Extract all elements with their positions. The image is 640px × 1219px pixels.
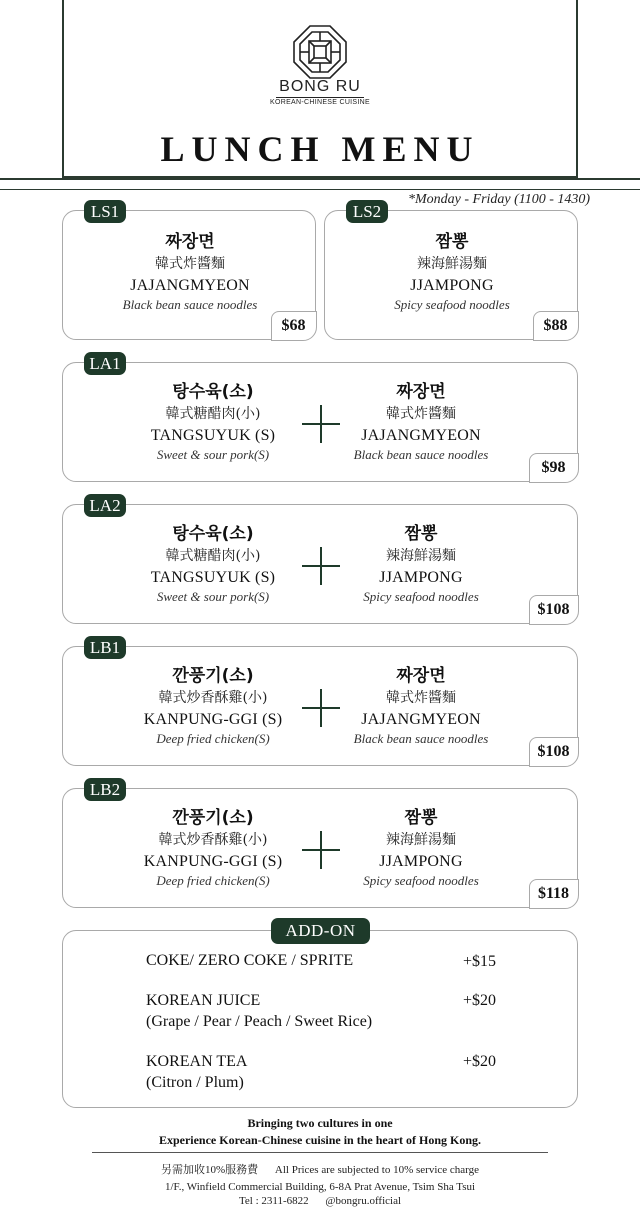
dish-kanpunggi	[123, 807, 303, 889]
dish-korean-name: 깐풍기(소)	[172, 808, 254, 828]
service-charge-note	[0, 1161, 640, 1177]
dish-korean-name: 깐풍기(소)	[172, 666, 254, 686]
dish-description: Sweet & sour pork(S)	[156, 447, 270, 462]
set-tag-la1: LA1	[84, 352, 126, 375]
dish-description: Spicy seafood noodles	[394, 297, 510, 312]
set-card-ls1	[62, 210, 316, 340]
dish-jajangmyeon	[63, 231, 317, 313]
set-price: $68	[271, 311, 317, 341]
dish-jjampong	[325, 231, 579, 313]
set-tag-lb1: LB1	[84, 636, 126, 659]
dish-chinese-name: 辣海鮮湯麵	[417, 256, 487, 272]
addon-price: +$20	[463, 1053, 497, 1070]
dish-jajangmyeon	[333, 665, 509, 747]
social-handle: @bongru.official	[325, 1195, 402, 1207]
telephone: Tel : 2311-6822	[238, 1195, 309, 1207]
dish-english-name: JAJANGMYEON	[361, 711, 481, 728]
dish-english-name: JAJANGMYEON	[361, 427, 481, 444]
addon-item-korean-juice	[146, 990, 372, 1032]
dish-korean-name: 짜장면	[396, 382, 446, 402]
set-tag-la2: LA2	[84, 494, 126, 517]
dish-chinese-name: 韓式炒香酥雞(小)	[158, 690, 268, 706]
set-price: $98	[529, 453, 579, 483]
dish-tangsuyuk	[123, 381, 303, 463]
footer-divider	[92, 1152, 548, 1153]
header-divider	[0, 178, 640, 180]
addon-price: +$15	[463, 953, 497, 970]
dish-description: Black bean sauce noodles	[353, 731, 489, 746]
dish-english-name: JJAMPONG	[379, 853, 463, 870]
brand-rule	[276, 97, 364, 98]
addon-price: +$20	[463, 992, 497, 1009]
dish-chinese-name: 韓式糖醋肉(小)	[165, 406, 261, 422]
addon-item-name: KOREAN TEA	[146, 1053, 248, 1070]
bong-ru-logo-icon	[292, 24, 348, 80]
footer-tagline-2: Experience Korean-Chinese cuisine in the heart of Hong Kong.	[158, 1133, 482, 1147]
dish-english-name: KANPUNG-GGI (S)	[143, 711, 283, 728]
dish-description: Sweet & sour pork(S)	[156, 589, 270, 604]
dish-chinese-name: 辣海鮮湯麵	[386, 832, 456, 848]
addon-item-name: KOREAN JUICE	[146, 992, 261, 1009]
dish-description: Spicy seafood noodles	[363, 873, 479, 888]
set-price: $118	[529, 879, 579, 909]
dish-korean-name: 탕수육(소)	[172, 382, 254, 402]
dish-english-name: JJAMPONG	[410, 277, 494, 294]
dish-description: Deep fried chicken(S)	[156, 873, 270, 888]
dish-english-name: KANPUNG-GGI (S)	[143, 853, 283, 870]
header-divider-thin	[0, 189, 640, 190]
set-card-ls2	[324, 210, 578, 340]
dish-korean-name: 짬뽕	[404, 524, 438, 544]
dish-jajangmyeon	[333, 381, 509, 463]
dish-kanpunggi	[123, 665, 303, 747]
dish-chinese-name: 辣海鮮湯麵	[386, 548, 456, 564]
dish-english-name: TANGSUYUK (S)	[150, 427, 276, 444]
service-charge-zh: 另需加收10%服務費	[160, 1164, 259, 1176]
set-card-lb1	[62, 646, 578, 766]
dish-chinese-name: 韓式炒香酥雞(小)	[158, 832, 268, 848]
dish-chinese-name: 韓式炸醬麵	[386, 690, 456, 706]
set-tag-ls1: LS1	[84, 200, 126, 223]
dish-korean-name: 짬뽕	[435, 232, 469, 252]
addon-item-korean-tea	[146, 1051, 247, 1093]
set-card-lb2	[62, 788, 578, 908]
addon-item-options: (Citron / Plum)	[146, 1074, 244, 1091]
set-tag-ls2: LS2	[346, 200, 388, 223]
dish-description: Black bean sauce noodles	[122, 297, 258, 312]
dish-korean-name: 탕수육(소)	[172, 524, 254, 544]
page-title: LUNCH MENU	[160, 129, 480, 169]
dish-english-name: JJAMPONG	[379, 569, 463, 586]
set-price: $108	[529, 737, 579, 767]
address: 1/F., Winfield Commercial Building, 6-8A Prat Avenue, Tsim Sha Tsui	[164, 1181, 476, 1193]
contact-line	[0, 1195, 640, 1207]
dish-description: Deep fried chicken(S)	[156, 731, 270, 746]
dish-jjampong	[333, 523, 509, 605]
dish-korean-name: 짬뽕	[404, 808, 438, 828]
footer-tagline: Bringing two cultures in one	[247, 1116, 393, 1130]
dish-chinese-name: 韓式糖醋肉(小)	[165, 548, 261, 564]
dish-jjampong	[333, 807, 509, 889]
dish-korean-name: 짜장면	[165, 232, 215, 252]
dish-chinese-name: 韓式炸醬麵	[386, 406, 456, 422]
set-price: $108	[529, 595, 579, 625]
set-price: $88	[533, 311, 579, 341]
dish-chinese-name: 韓式炸醬麵	[155, 256, 225, 272]
brand-subtitle: KOREAN-CHINESE CUISINE	[270, 99, 370, 106]
addon-item-options: (Grape / Pear / Peach / Sweet Rice)	[146, 1013, 373, 1030]
addon-item-soft-drinks	[146, 950, 353, 971]
set-card-la1	[62, 362, 578, 482]
dish-tangsuyuk	[123, 523, 303, 605]
set-card-la2	[62, 504, 578, 624]
dish-description: Spicy seafood noodles	[363, 589, 479, 604]
addon-item-name: COKE/ ZERO COKE / SPRITE	[146, 952, 354, 969]
dish-description: Black bean sauce noodles	[353, 447, 489, 462]
set-tag-lb2: LB2	[84, 778, 126, 801]
brand-name: BONG RU	[279, 78, 361, 95]
addon-title: ADD-ON	[271, 918, 370, 944]
dish-english-name: JAJANGMYEON	[130, 277, 250, 294]
dish-korean-name: 짜장면	[396, 666, 446, 686]
dish-english-name: TANGSUYUK (S)	[150, 569, 276, 586]
schedule-note: *Monday - Friday (1100 - 1430)	[408, 192, 591, 207]
service-charge-en: All Prices are subjected to 10% service charge	[274, 1164, 480, 1176]
